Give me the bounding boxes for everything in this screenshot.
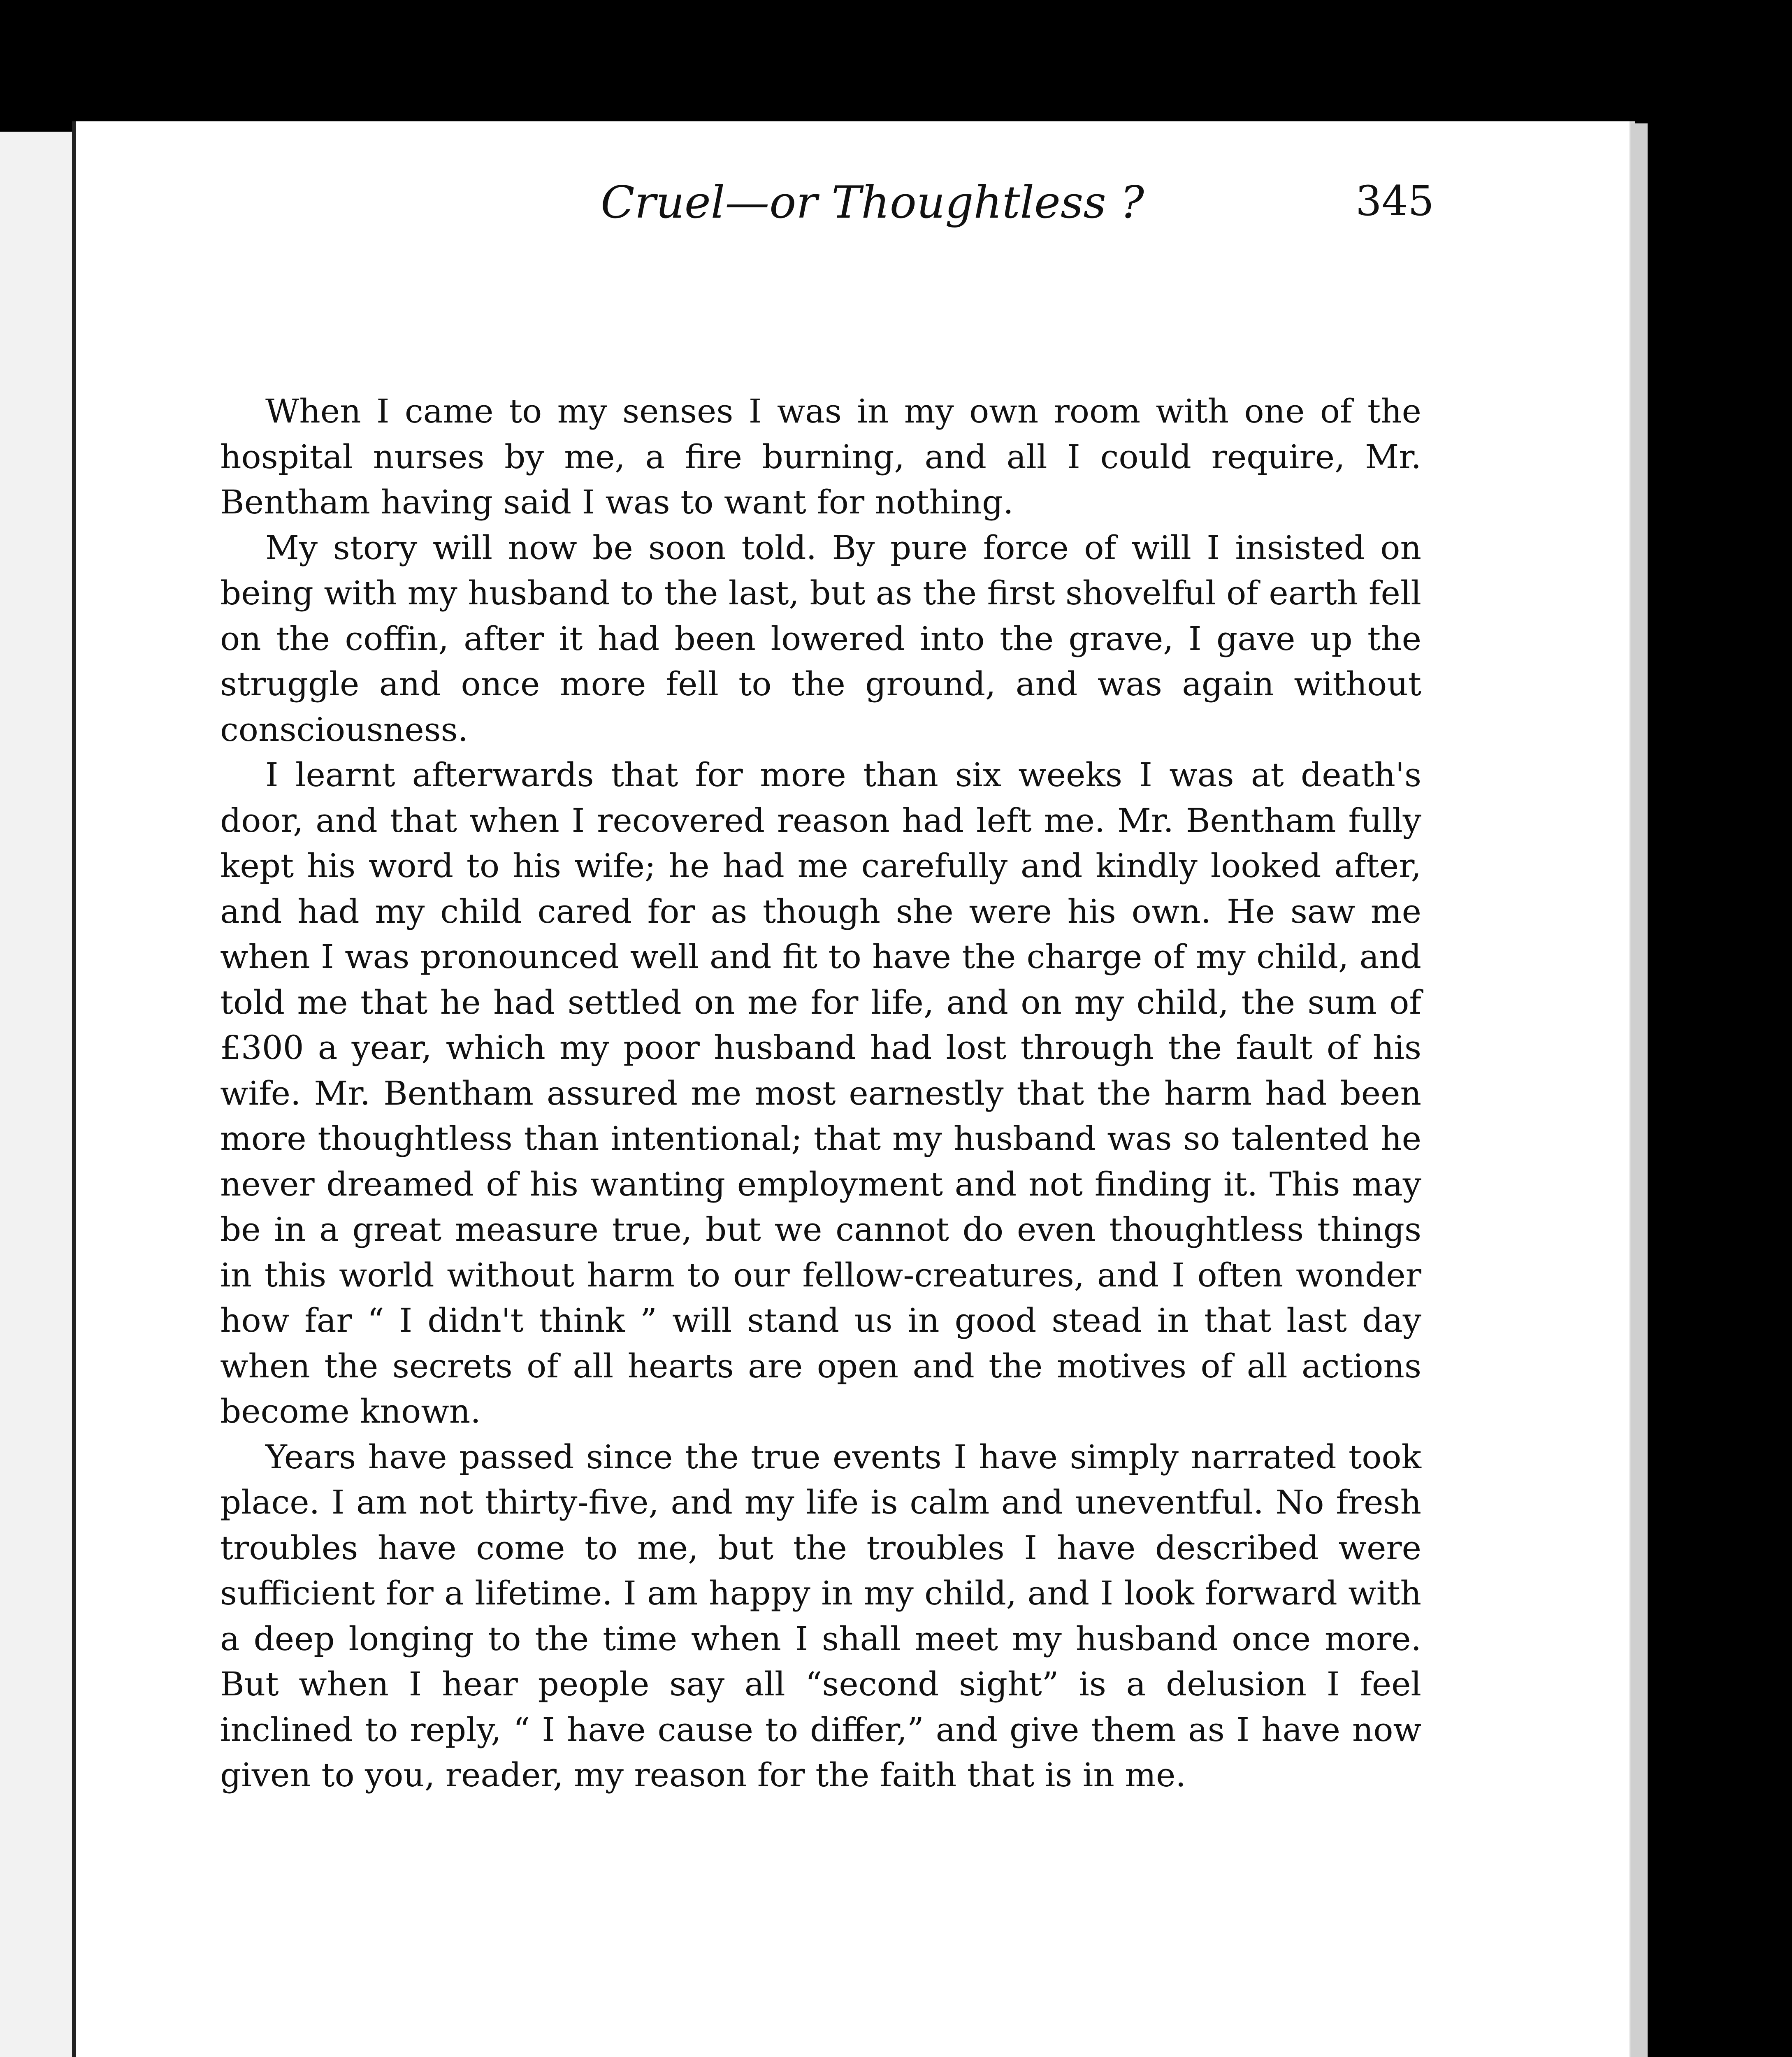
paragraph: I learnt afterwards that for more than six weeks I was at death's door, and that when I recovered reason had left me. Mr. Bentham fully kept his word to his wife; he had me carefully and kindly looked after, and had my child cared for as though she were his own. He saw me when I was pronounced well and fit to have the charge of my child, and told me that he had settled on me for life, and on my child, the sum of £300 a year, which my poor husband had lost through the fault of his wife. Mr. Bentham assured me most earnestly that the harm had been more thoughtless than intentional; that my husband was so talented he never dreamed of his wanting employment and not finding it. This may be in a great measure true, but we cannot do even thoughtless things in this world without harm to our fellow-creatures, and I often wonder how far “ I didn't think ” will stand us in good stead in that last day when the secrets of all hearts are open and the motives of all actions become known. xyxy=(220,756,1421,1430)
running-title: Cruel—or Thoughtless ? xyxy=(601,177,1144,228)
body-text xyxy=(220,389,1421,1798)
paragraph: When I came to my senses I was in my own room with one of the hospital nurses by me, a fire burning, and all I could require, Mr. Bentham having said I was to want for nothing. xyxy=(220,392,1421,521)
page-number: 345 xyxy=(1356,177,1434,225)
paragraph: My story will now be soon told. By pure force of will I insisted on being with my husband to the last, but as the first shovelful of earth fell on the coffin, after it had been lowered into the grave, I gave up the struggle and once more fell to the ground, and was again without consciousness. xyxy=(220,528,1421,749)
running-head xyxy=(148,177,1434,259)
page-edge-shadow xyxy=(1631,123,1648,2057)
paragraph: Years have passed since the true events I have simply narrated took place. I am not thirty-five, and my life is calm and uneventful. No fresh troubles have come to me, but the troubles I have described were sufficient for a lifetime. I am happy in my child, and I look forward with a deep longing to the time when I shall meet my husband once more. But when I hear people say all “second sight” is a delusion I feel inclined to reply, “ I have cause to differ,” and give them as I have now given to you, reader, my reason for the faith that is in me. xyxy=(220,1437,1421,1794)
